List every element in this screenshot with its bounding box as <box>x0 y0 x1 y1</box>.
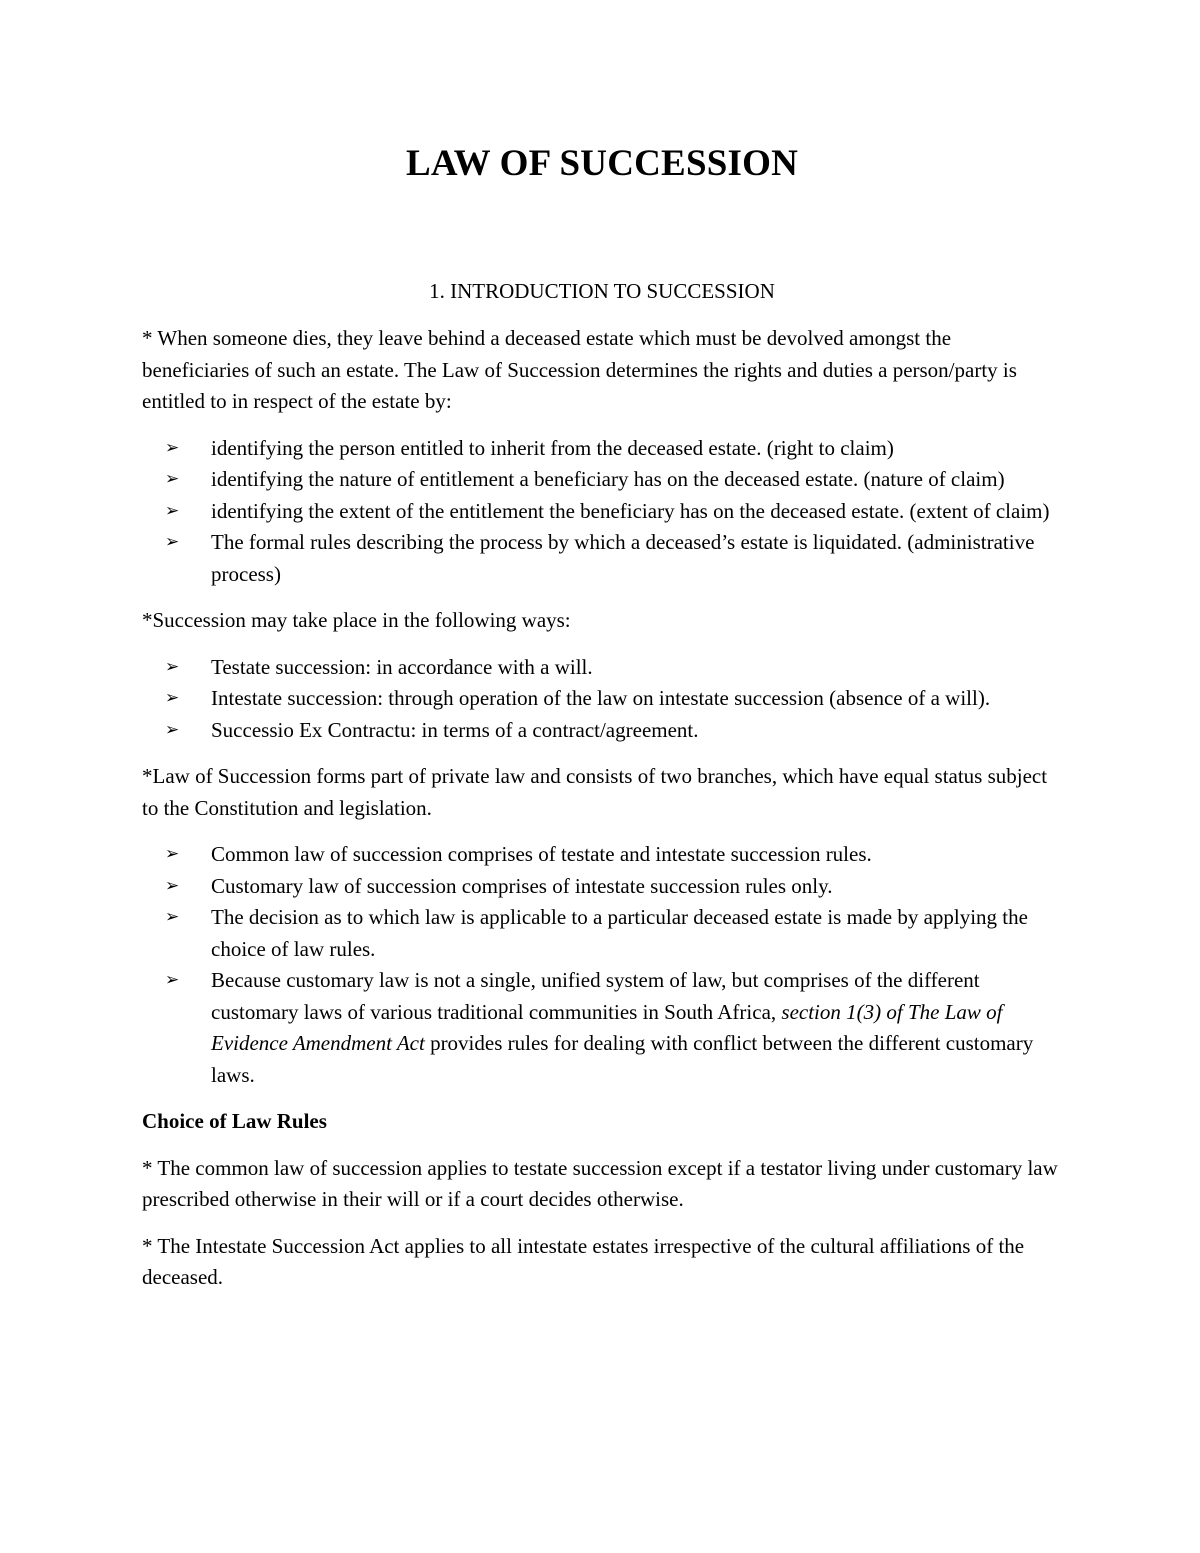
list-item <box>142 715 1062 747</box>
list-item <box>142 527 1062 590</box>
branches-paragraph: *Law of Succession forms part of private law and consists of two branches, which have equal status subject to the Constitution and legislation. <box>142 764 1048 820</box>
document-title: LAW OF SUCCESSION <box>405 143 798 184</box>
document-body <box>142 323 1062 1309</box>
list-item <box>142 683 1062 715</box>
list-item-text: Customary law of succession comprises of intestate succession rules only. <box>211 873 833 898</box>
arrow-bullet-icon: ➢ <box>165 970 180 990</box>
arrow-bullet-icon: ➢ <box>165 719 180 740</box>
list-item-text: identifying the nature of entitlement a beneficiary has on the deceased estate. (nature of claim) <box>211 467 1005 491</box>
list-item <box>142 464 1062 496</box>
arrow-bullet-icon: ➢ <box>165 469 180 489</box>
list-item-text: identifying the extent of the entitlement the beneficiary has on the deceased estate. (extent of claim) <box>211 498 1050 523</box>
arrow-bullet-icon: ➢ <box>165 688 180 708</box>
ways-paragraph: *Succession may take place in the following ways: <box>142 608 571 632</box>
customary-bullet-after: provides rules for dealing with conflict between the different customary laws. <box>211 1031 1034 1087</box>
arrow-bullet-icon: ➢ <box>165 656 180 677</box>
branches-bullet-list <box>142 839 1062 1091</box>
arrow-bullet-icon: ➢ <box>165 875 180 896</box>
list-item <box>142 839 1062 871</box>
customary-bullet-before: Because customary law is not a single, unified system of law, but comprises of the different customary laws of various traditional communities in South Africa, <box>211 968 980 1024</box>
arrow-bullet-icon: ➢ <box>165 844 180 864</box>
list-item-text: The formal rules describing the process by which a deceased’s estate is liquidated. (administrative process) <box>211 530 1035 586</box>
list-item <box>142 965 1062 1091</box>
list-item-text: The decision as to which law is applicable to a particular deceased estate is made by applying the choice of law rules. <box>211 905 1028 961</box>
list-item <box>142 433 1062 465</box>
choice-paragraph-1: * The common law of succession applies to testate succession except if a testator living under customary law prescribed otherwise in their will or if a court decides otherwise. <box>142 1155 1058 1211</box>
intro-paragraph: * When someone dies, they leave behind a deceased estate which must be devolved amongst the beneficiaries of such an estate. The Law of Succession determines the rights and duties a person/party is entitled to in respect of the estate by: <box>142 326 1017 413</box>
arrow-bullet-icon: ➢ <box>165 907 180 927</box>
list-item-text: identifying the person entitled to inherit from the deceased estate. (right to claim) <box>211 435 894 460</box>
list-item-text: Common law of succession comprises of testate and intestate succession rules. <box>211 842 872 866</box>
arrow-bullet-icon: ➢ <box>165 500 180 521</box>
choice-paragraph-2: * The Intestate Succession Act applies to all intestate estates irrespective of the cultural affiliations of the deceased. <box>142 1233 1025 1289</box>
list-item-text: Testate succession: in accordance with a will. <box>211 654 593 679</box>
section-heading: 1. INTRODUCTION TO SUCCESSION <box>429 279 775 303</box>
list-item <box>142 496 1062 528</box>
ways-bullet-list <box>142 652 1062 747</box>
arrow-bullet-icon: ➢ <box>165 532 180 552</box>
choice-of-law-heading: Choice of Law Rules <box>142 1109 327 1133</box>
list-item <box>142 652 1062 684</box>
list-item <box>142 902 1062 965</box>
act-citation: section 1(3) of The Law of Evidence Amendment Act <box>211 999 1003 1055</box>
list-item-text: Intestate succession: through operation of the law on intestate succession (absence of a will). <box>211 686 991 710</box>
list-item-text: Successio Ex Contractu: in terms of a contract/agreement. <box>211 717 699 742</box>
list-item <box>142 871 1062 903</box>
intro-bullet-list <box>142 433 1062 591</box>
arrow-bullet-icon: ➢ <box>165 437 180 458</box>
